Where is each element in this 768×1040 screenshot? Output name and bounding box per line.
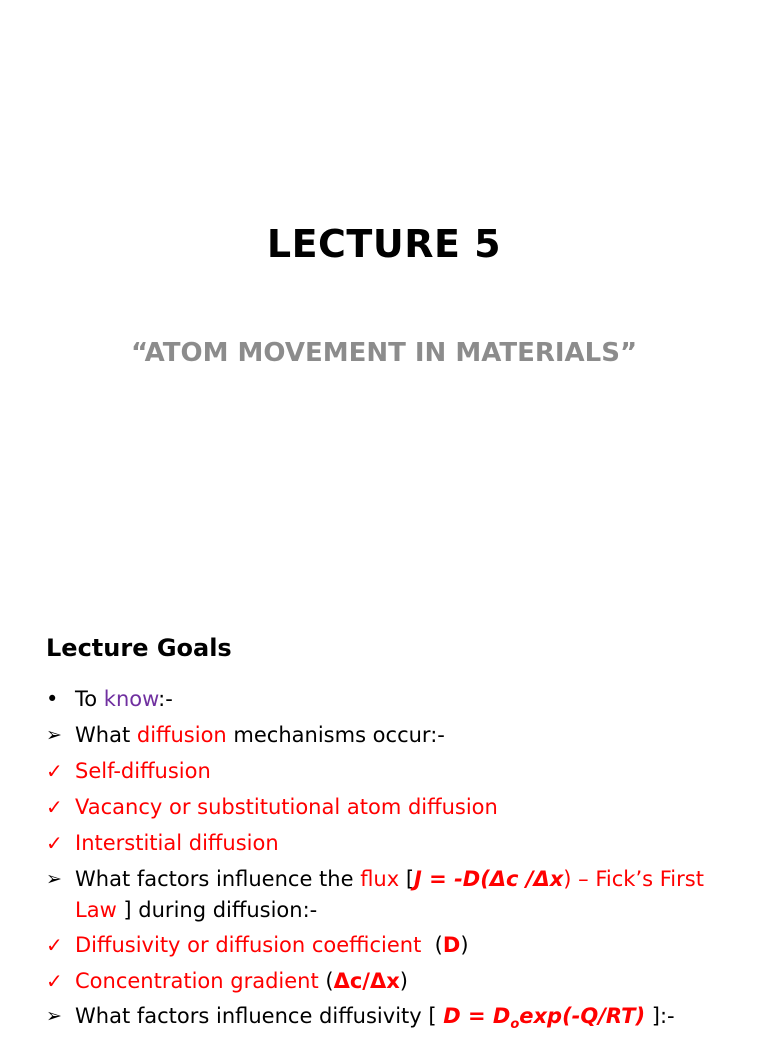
diffusivity-symbol: D	[442, 933, 461, 957]
bullet-icon: •	[46, 687, 59, 711]
mechanisms-word: diffusion	[136, 723, 227, 747]
checkmark-icon: ✓	[46, 969, 63, 993]
fick-close-paren: )	[563, 867, 572, 891]
flux-word: flux	[360, 867, 400, 891]
checkmark-icon: ✓	[46, 759, 63, 783]
diffusivity-open-paren: (	[421, 933, 443, 957]
fick-formula: J = -D(Δc /Δx	[414, 867, 564, 891]
arrow-bullet-icon: ➢	[46, 1005, 62, 1027]
arrhenius-formula-sub: o	[510, 1017, 520, 1033]
know-post: :-	[158, 687, 173, 711]
arrow-bullet-icon: ➢	[46, 724, 62, 746]
factors-pre: What factors influence diffusivity [	[75, 1004, 444, 1028]
concentration-symbol: Δc/Δx	[333, 969, 400, 993]
vacancy-text: Vacancy or substitutional atom diffusion	[75, 795, 498, 819]
know-pre: To	[75, 687, 104, 711]
know-word: know	[103, 687, 159, 711]
concentration-close-paren: )	[399, 969, 408, 993]
checkmark-icon: ✓	[46, 795, 63, 819]
concentration-text: Concentration gradient	[75, 969, 319, 993]
fick-first-text: – Fick’s First	[571, 867, 704, 891]
diffusivity-text: Diffusivity or diffusion coefficient	[75, 933, 422, 957]
flux-bracket-open: [	[399, 867, 415, 891]
self-diffusion-text: Self-diffusion	[75, 759, 211, 783]
mechanisms-pre: What	[75, 723, 137, 747]
arrhenius-formula-b: exp(-Q/RT)	[519, 1004, 646, 1028]
flux-post: ] during diffusion:-	[116, 898, 318, 922]
checkmark-icon: ✓	[46, 831, 63, 855]
checkmark-icon: ✓	[46, 933, 63, 957]
lecture-title: LECTURE 5	[266, 222, 502, 266]
mechanisms-post: mechanisms occur:-	[226, 723, 445, 747]
diffusivity-close-paren: )	[460, 933, 469, 957]
concentration-open-paren: (	[318, 969, 334, 993]
interstitial-text: Interstitial diffusion	[75, 831, 279, 855]
lecture-subtitle: “ATOM MOVEMENT IN MATERIALS”	[130, 338, 638, 368]
fick-law-text: Law	[75, 898, 117, 922]
factors-post: ]:-	[645, 1004, 675, 1028]
arrhenius-formula-a: D = D	[443, 1004, 511, 1028]
flux-pre: What factors influence the	[75, 867, 361, 891]
arrow-bullet-icon: ➢	[46, 868, 62, 890]
goals-heading: Lecture Goals	[46, 634, 232, 662]
